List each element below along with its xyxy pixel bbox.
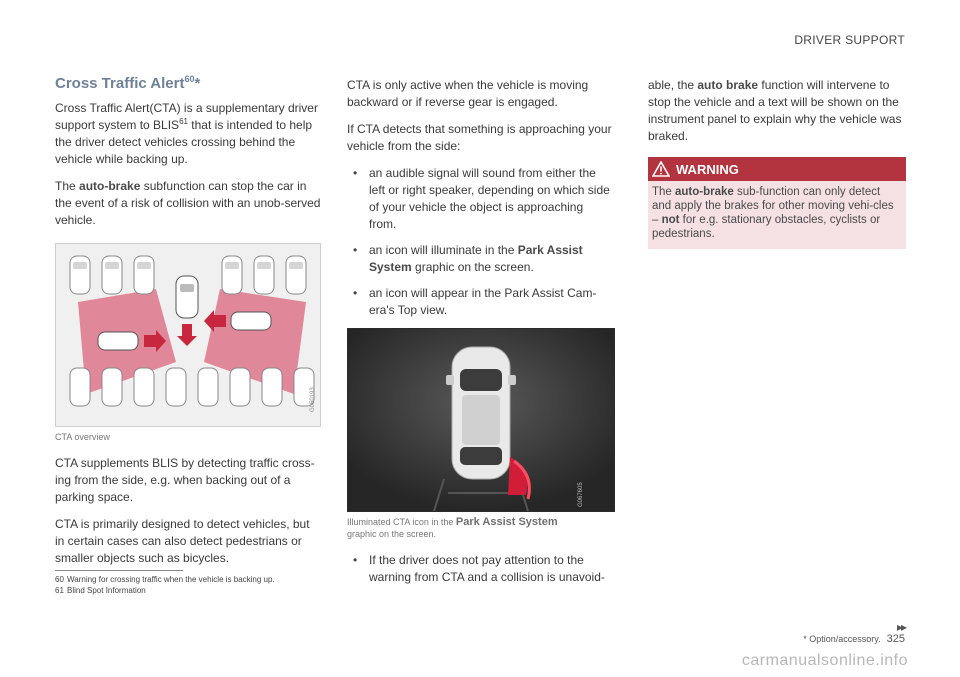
footnote-divider [55,570,183,571]
approach-paragraph: If CTA detects that something is approaching your vehicle from the side: [347,122,612,153]
figure-caption: CTA overview [55,432,110,442]
column-middle [347,77,613,595]
warning-header [648,157,906,181]
page-title: Cross Traffic Alert$^{60}$* [55,74,201,92]
figure-code: G050193 [310,387,316,412]
figure-caption: Illuminated CTA icon in the Park Assist System graphic on the screen. [347,516,558,539]
warning-box [648,157,906,249]
active-paragraph: CTA is only active when the vehicle is moving backward or if reverse gear is engaged. [347,78,589,109]
watermark: carmanualsonline.info [741,652,908,669]
warning-triangle-icon [652,161,670,177]
list-item: • an icon will appear in the Park Assist Cam-era's Top view. [347,285,613,319]
warning-title: WARNING [676,161,739,177]
list-item: • If the driver does not pay attention to the warning from CTA and a collision is unavoid- [347,552,613,586]
option-note: * Option/accessory. [803,634,881,644]
alert-list [347,165,613,319]
footnote-ref-61[interactable]: 61 [179,117,188,126]
next-page-arrows-icon[interactable]: ▸▸ [896,620,905,634]
detection-paragraph: CTA is primarily designed to detect vehicles, but in certain cases can also detect pedestrians or smaller objects such as bicycles. [55,517,310,565]
intro-paragraph: Cross Traffic Alert(CTA) is a supplementary driver support system to BLIS$^{61}$ that is intended to help the driver detect vehicles crossing behind the vehicle while backing up. [55,101,318,166]
supplements-paragraph: CTA supplements BLIS by detecting traffic cross-ing from the side, e.g. when backing out of a parking space. [55,456,315,504]
continuation-paragraph: able, the auto brake function will intervene to stop the vehicle and a text will be shown on the instrument panel to explain why the vehicle was braked. [648,78,902,143]
footnote-60: 60 Warning for crossing traffic when the vehicle is backing up. [55,575,275,584]
section-label: DRIVER SUPPORT [794,33,905,47]
auto-brake-paragraph: The auto-brake subfunction can stop the car in the event of a risk of collision with an unob-served vehicle. [55,179,321,227]
list-item: • an icon will illuminate in the Park Assist System graphic on the screen. [347,242,613,276]
column-left [55,74,321,577]
footnote-61: 61 Blind Spot Information [55,586,146,595]
page-info [803,633,905,645]
figure-code: G067605 [578,482,584,507]
list-item: • an audible signal will sound from either the left or right speaker, depending on which side of your vehicle the object is approaching from. [347,165,613,233]
column-right [648,77,906,249]
cta-overview-illustration [55,243,321,427]
park-assist-illustration [347,328,615,512]
consequence-list [347,552,613,586]
page-number: 325 [886,633,905,645]
warning-text: The auto-brake sub-function can only detect and apply the brakes for other moving vehi-cles – not for e.g. stationary obstacles, cyclists or pedestrians. [652,186,894,240]
